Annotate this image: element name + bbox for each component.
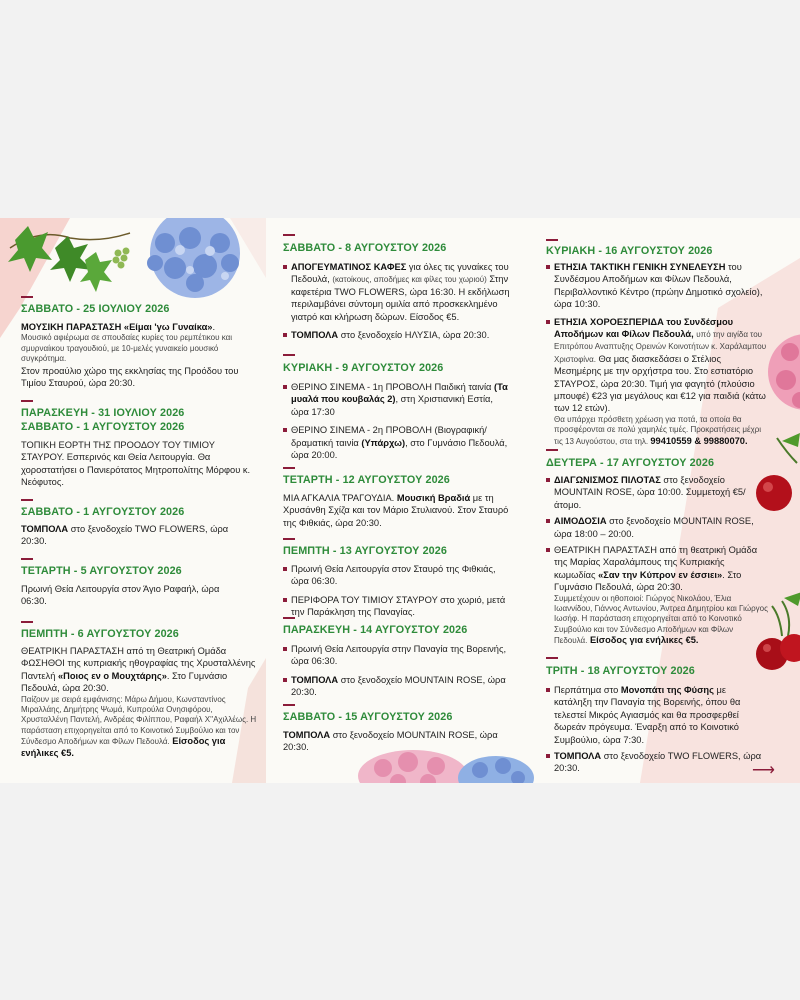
event-detail: Περπάτημα στο [554, 685, 621, 695]
list-item [546, 684, 764, 746]
bullet [546, 478, 550, 482]
event-name: ΤΟΜΠΟΛΑ [291, 330, 339, 341]
day-heading: ΠΕΜΠΤΗ - 13 ΑΥΓΟΥΣΤΟΥ 2026 [283, 545, 447, 557]
bullet [546, 265, 550, 269]
divider-mark [283, 234, 295, 236]
bullet [283, 598, 287, 602]
event-detail: ΘΕΑΤΡΙΚΗ ΠΑΡΑΣΤΑΣΗ από τη Θεατρική Ομάδα ΦΩΣΗΘΟΙ της κυπριακής ηθογραφίας της Χρυσταλλένης Παντελή [21, 646, 256, 681]
day-heading: ΚΥΡΙΑΚΗ - 9 ΑΥΓΟΥΣΤΟΥ 2026 [283, 362, 444, 374]
trail-name: Μονοπάτι της Φύσης [620, 685, 714, 695]
event-text: Πρωινή Θεία Λειτουργία στον Άγιο Ραφαήλ, ώρα 06:30. [21, 584, 220, 607]
event-place: . Στο Γυμνάσιο Πεδουλά, ώρα 20:30. [554, 569, 742, 593]
day-heading: ΠΑΡΑΣΚΕΥΗ - 14 ΑΥΓΟΥΣΤΟΥ 2026 [283, 624, 468, 636]
list-item [546, 515, 768, 540]
event-note [554, 415, 768, 447]
day-heading: ΚΥΡΙΑΚΗ - 16 ΑΥΓΟΥΣΤΟΥ 2026 [546, 245, 713, 257]
arrow-right-icon: ⟶ [752, 762, 775, 779]
event-place: , στη Χριστιανική Εστία, ώρα 17:30 [291, 394, 494, 417]
day-heading: ΣΑΒΒΑΤΟ - 1 ΑΥΓΟΥΣΤΟΥ 2026 [21, 506, 185, 518]
event-note [554, 594, 768, 647]
event-detail: ΘΕΡΙΝΟ ΣΙΝΕΜΑ - 2η ΠΡΟΒΟΛΗ (Βιογραφική/δραματική ταινία [291, 425, 487, 448]
punct: . [212, 322, 216, 332]
event-detail: Πρωινή Θεία Λειτουργία στην Παναγία της Βορεινής, ώρα 06:30. [291, 644, 507, 667]
event-name: ΤΟΜΠΟΛΑ [283, 730, 331, 740]
divider-mark [283, 617, 295, 619]
event-name: ΕΤΗΣΙΑ ΤΑΚΤΙΚΗ ΓΕΝΙΚΗ ΣΥΝΕΛΕΥΣΗ [554, 262, 726, 272]
event-place: στο ξενοδοχείο MOUNTAIN ROSE, ώρα 20:30. [291, 674, 506, 698]
event-place: με τη Χρυσάνθη Σχίζα και τον Μάριο Στυλιανού. Στον Σταυρό της Φιθκιάς, ώρα 20:30. [283, 493, 509, 528]
event-name: ΑΙΜΟΔΟΣΙΑ [554, 516, 607, 527]
list-item [283, 594, 511, 619]
event-block [283, 729, 501, 754]
list-item [283, 381, 511, 418]
event-list [283, 261, 511, 341]
list-item [283, 261, 511, 323]
cast: Συμμετέχουν οι ηθοποιοί: Γιώργος Νικολάου, Έλια Ιωαννίδου, Γιάννος Αντωνίου, Άντρεα Δημητρίου και Γιώργος Ιωσήφ. Η παράσταση επιχορηγείται από το Κοινοτικό Συμβούλιο και τον Σύνδεσμο Αποδήμων και Φίλων Πεδουλά. [554, 593, 768, 646]
day-heading: ΣΑΒΒΑΤΟ - 1 ΑΥΓΟΥΣΤΟΥ 2026 [21, 421, 185, 433]
event-detail: ΘΕΑΤΡΙΚΗ ΠΑΡΑΣΤΑΣΗ από τη θεατρική Ομάδα της Μαρίας Χαραλάμπους της Κυπριακής κωμωδίας [554, 545, 758, 580]
divider-mark [546, 449, 558, 451]
entry-fee: Είσοδος για ενήλικες €5. [21, 736, 226, 758]
event-list [283, 381, 511, 461]
event-place: . Στο Γυμνάσιο Πεδουλά, ώρα 20:30. [21, 670, 228, 694]
event-place: στο ξενοδοχείο TWO FLOWERS, ώρα 20:30. [554, 751, 762, 774]
program-brochure [0, 218, 800, 783]
bullet [546, 688, 550, 692]
event-list [546, 261, 768, 447]
event-detail: ΠΕΡΙΦΟΡΑ ΤΟΥ ΤΙΜΙΟΥ ΣΤΑΥΡΟΥ στο χωριό, μετά την Παράκληση της Παναγίας. [291, 594, 506, 618]
event-name: ΔΙΑΓΩΝΙΣΜΟΣ ΠΙΛΟΤΑΣ [554, 475, 661, 485]
divider-mark [546, 657, 558, 659]
list-item [283, 424, 511, 461]
event-title [21, 321, 261, 333]
event-place: Στην καφετέρια TWO FLOWERS, ώρα 16:30. Η εκδήλωση περιλαμβάνει σύντομη ομιλία από προσκεκλημένο γιατρό και κλήρωση δώρων. Είσοδος €5. [291, 274, 510, 322]
event-quote: «Είμαι 'γω Γυναίκα» [123, 322, 213, 332]
list-item [546, 261, 768, 311]
event-name: ΤΟΜΠΟΛΑ [554, 751, 602, 762]
event-list [546, 684, 764, 775]
list-item [283, 329, 511, 341]
event-name: ΕΤΗΣΙΑ ΧΟΡΟΕΣΠΕΡΙΔΑ [554, 316, 664, 327]
event-block [21, 523, 236, 548]
event-name: ΜΙΑ ΑΓΚΑΛΙΑ ΤΡΑΓΟΥΔΙΑ. [283, 493, 397, 503]
event-name: ΑΠΟΓΕΥΜΑΤΙΝΟΣ ΚΑΦΕΣ [291, 262, 407, 272]
film-title: (Τα μυαλά που κουβαλάς 2) [291, 382, 508, 405]
divider-mark [21, 499, 33, 501]
event-place: στο ξενοδοχείο MOUNTAIN ROSE, ώρα 10:00. Συμμετοχή €5/άτομο. [554, 475, 746, 510]
event-place: του Συνδέσμου Αποδήμων και Φίλων Πεδουλά, Περιβαλλοντικό Κέντρο (πρώην Δημοτικό σχολείο), ώρα 10:30. [554, 262, 763, 310]
grape-leaves-icon [0, 218, 140, 308]
divider-mark [21, 400, 33, 402]
event-block [283, 492, 511, 529]
day-heading: ΤΡΙΤΗ - 18 ΑΥΓΟΥΣΤΟΥ 2026 [546, 665, 695, 677]
event-list [283, 563, 511, 619]
day-heading: ΣΑΒΒΑΤΟ - 25 ΙΟΥΛΙΟΥ 2026 [21, 303, 170, 315]
event-detail: Θα μας διασκεδάσει ο Στέλιος Μεσημέρης με την ορχήστρα του. Στο εστιατόριο ΣΤΑΥΡΟΣ, ώρα 20:30. Τιμή για φαγητό (πλούσιο μπουφέ) €23 για μεγάλους και €12 για παιδιά (κάτω των 12 ετών). [554, 353, 766, 414]
list-item [283, 674, 511, 699]
list-item [283, 563, 511, 588]
divider-mark [283, 704, 295, 706]
event-note: Μουσικό αφιέρωμα σε σπουδαίες κυρίες του ρεμπέτικου και σμυρναίικου τραγουδιού, με 10-μελές γυναικείο μουσικό συγκρότημα. [21, 333, 233, 364]
event-detail: Πρωινή Θεία Λειτουργία στον Σταυρό της Φιθκιάς, ώρα 06:30. [291, 564, 496, 587]
bullet [283, 567, 287, 571]
divider-mark [21, 296, 33, 298]
event-quote: «Σαν την Κύπρον εν έσσιει» [598, 569, 723, 580]
list-item [546, 750, 764, 775]
bullet [283, 428, 287, 432]
day-heading: ΔΕΥΤΕΡΑ - 17 ΑΥΓΟΥΣΤΟΥ 2026 [546, 457, 715, 469]
bullet [546, 320, 550, 324]
event-block [21, 321, 261, 389]
list-item [283, 643, 511, 668]
event-list [283, 643, 511, 699]
cast: Παίζουν με σειρά εμφάνισης: Μάρω Δήμου, Κωνσταντίνος Μιραλλάης, Δημήτρης Ψωμά, Κυπρούλα Ονησιφόρου, Χρυσταλλένη Παντελή, Ανδρέας Φιλίππου, Ραφαήλ Χ''Αχιλλέως. Η παράσταση επιχορηγείται από το Κοινοτικό Συμβούλιο και τον Σύνδεσμο Αποδήμων και Φίλων Πεδουλά. [21, 694, 257, 747]
bullet [283, 647, 287, 651]
bullet [283, 385, 287, 389]
event-place: στο ξενοδοχείο MOUNTAIN ROSE, ώρα 18:00 – 20:00. [554, 516, 754, 539]
event-place: με κατάληξη την Παναγία της Βορεινής, όπου θα τελεστεί Μικρός Αγιασμός και θα προσφερθεί δωρεάν πρόγευμα. Έναρξη από το Κοινοτικό Συμβούλιο, ώρα 7:30. [554, 685, 741, 745]
bullet [283, 678, 287, 682]
day-heading: ΠΑΡΑΣΚΕΥΗ - 31 ΙΟΥΛΙΟΥ 2026 [21, 407, 185, 419]
event-note [21, 695, 259, 759]
event-note: υπό την αιγίδα του Επιτρόπου Αναπτυξης Ορεινών Κοινοτήτων κ. Χαράλαμπου Χριστοφίνα. [554, 330, 767, 364]
event-organizer: του Συνδέσμου Αποδήμων και Φίλων Πεδουλά, [554, 316, 734, 340]
film-title: (Υπάρχω) [361, 437, 406, 448]
divider-mark [21, 558, 33, 560]
phone-numbers: 99410559 & 99880070. [650, 435, 748, 446]
divider-mark [283, 538, 295, 540]
event-detail: στο ξενοδοχείο TWO FLOWERS, ώρα 20:30. [21, 524, 229, 547]
event-list [546, 474, 768, 647]
day-heading: ΠΕΜΠΤΗ - 6 ΑΥΓΟΥΣΤΟΥ 2026 [21, 628, 179, 640]
divider-mark [21, 621, 33, 623]
event-text: ΤΟΠΙΚΗ ΕΟΡΤΗ ΤΗΣ ΠΡΟΟΔΟΥ ΤΟΥ ΤΙΜΙΟΥ ΣΤΑΥΡΟΥ. Εσπερινός και Θεία Λειτουργία. Θα χοροστατήσει ο Πανιερότατος Μητροπολίτης Μόρφου κ. Νεόφυτος. [21, 440, 251, 488]
event-name: ΤΟΜΠΟΛΑ [21, 524, 69, 534]
event-place: στο ξενοδοχείο ΗΛΥΣΙΑ, ώρα 20:30. [338, 330, 490, 341]
event-note: (κατοίκους, αποδήμες και φίλες του χωριού) [332, 275, 487, 285]
bullet [546, 548, 550, 552]
bullet [546, 519, 550, 523]
bullet [283, 265, 287, 269]
event-quote: «Ποιος εν ο Μουχτάρης» [57, 670, 167, 681]
event-title [21, 645, 259, 695]
hydrangea-blue-icon [125, 218, 265, 303]
bullet [546, 754, 550, 758]
list-item [546, 544, 768, 647]
list-item [546, 474, 768, 511]
list-item [546, 316, 768, 447]
day-heading: ΣΑΒΒΑΤΟ - 8 ΑΥΓΟΥΣΤΟΥ 2026 [283, 242, 447, 254]
entry-fee: Είσοδος για ενήλικες €5. [587, 635, 699, 646]
bullet [283, 333, 287, 337]
event-block [21, 645, 259, 759]
event-place: Στον προαύλιο χώρο της εκκλησίας της Προόδου του Τιμίου Σταυρού, ώρα 20:30. [21, 365, 239, 389]
divider-mark [546, 239, 558, 241]
event-highlight: Μουσική Βραδιά [396, 493, 471, 503]
day-heading: ΣΑΒΒΑΤΟ - 15 ΑΥΓΟΥΣΤΟΥ 2026 [283, 711, 453, 723]
event-name: ΜΟΥΣΙΚΗ ΠΑΡΑΣΤΑΣΗ [21, 322, 124, 332]
hydrangea-right-icon [768, 330, 800, 420]
day-heading: ΤΕΤΑΡΤΗ - 12 ΑΥΓΟΥΣΤΟΥ 2026 [283, 474, 450, 486]
day-heading: ΤΕΤΑΡΤΗ - 5 ΑΥΓΟΥΣΤΟΥ 2026 [21, 565, 182, 577]
event-place: , στο Γυμνάσιο Πεδουλά, ώρα 20:00. [291, 437, 508, 461]
reservation-note: Θα υπάρχει πρόσθετη χρέωση για ποτά, τα οποία θα προσφέρονται σε πολύ χαμηλές τιμές. Προκρατήσεις μέχρι τις 13 Αυγούστου, στα τηλ. [554, 414, 762, 446]
event-detail: ΘΕΡΙΝΟ ΣΙΝΕΜΑ - 1η ΠΡΟΒΟΛΗ Παιδική ταινία [291, 382, 494, 392]
event-name: ΤΟΜΠΟΛΑ [291, 674, 339, 685]
divider-mark [283, 354, 295, 356]
event-detail: για όλες τις γυναίκες του Πεδουλά, [291, 262, 509, 285]
event-place: στο ξενοδοχείο MOUNTAIN ROSE, ώρα 20:30. [283, 730, 498, 753]
divider-mark [283, 467, 295, 469]
